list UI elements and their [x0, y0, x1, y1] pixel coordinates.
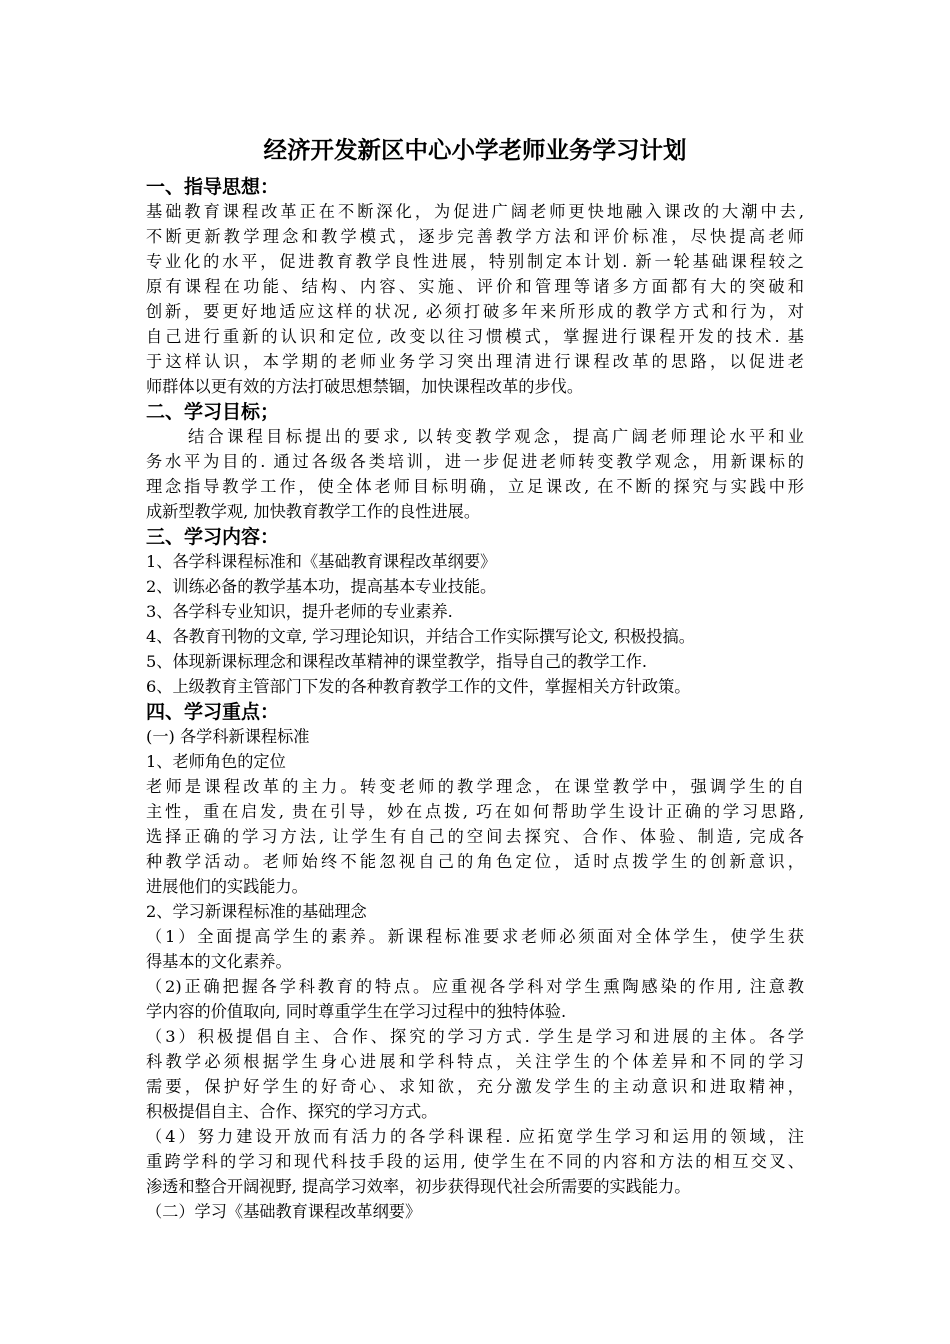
paragraph-line: 种教学活动。老师始终不能忽视自己的角色定位，适时点拨学生的创新意识， — [146, 852, 804, 871]
subheading: 1、老师角色的定位 — [146, 752, 286, 771]
paragraph-line: 成新型教学观, 加快教育教学工作的良性进展。 — [146, 502, 481, 521]
paragraph-line: 创新，要更好地适应这样的状况, 必须打破多年来所形成的教学方式和行为，对 — [146, 302, 804, 321]
section-heading-guiding-thought: 一、指导思想： — [146, 176, 280, 198]
paragraph-line: 需要，保护好学生的好奇心、求知欲，充分激发学生的主动意识和进取精神， — [146, 1077, 804, 1096]
paragraph-line: 进展他们的实践能力。 — [146, 877, 308, 896]
paragraph-line: 积极提倡自主、合作、探究的学习方式。 — [146, 1102, 438, 1121]
paragraph-line: 理念指导教学工作，使全体老师目标明确，立足课改, 在不断的探究与实践中形 — [146, 477, 804, 496]
list-item: 4、各教育刊物的文章, 学习理论知识，并结合工作实际撰写论文, 积极投搞。 — [146, 627, 695, 646]
paragraph-line: （2)正确把握各学科教育的特点。应重视各学科对学生熏陶感染的作用, 注意教 — [146, 977, 804, 996]
subheading: 2、学习新课程标准的基础理念 — [146, 902, 367, 921]
paragraph-line: 专业化的水平，促进教育教学良性进展，特别制定本计划. 新一轮基础课程较之 — [146, 252, 804, 271]
paragraph-line: 于这样认识，本学期的老师业务学习突出理清进行课程改革的思路，以促进老 — [146, 352, 804, 371]
paragraph-line: 渗透和整合开阔视野, 提高学习效率，初步获得现代社会所需要的实践能力。 — [146, 1177, 691, 1196]
paragraph-line: 选择正确的学习方法, 让学生有自己的空间去探究、合作、体验、制造, 完成各 — [146, 827, 804, 846]
paragraph-line: （3）积极提倡自主、合作、探究的学习方式. 学生是学习和进展的主体。各学 — [146, 1027, 804, 1046]
list-item: 2、训练必备的教学基本功，提高基本专业技能。 — [146, 577, 497, 596]
section-heading-learning-focus: 四、学习重点： — [146, 701, 280, 723]
paragraph-line: （4）努力建设开放而有活力的各学科课程. 应拓宽学生学习和运用的领域，注 — [146, 1127, 804, 1146]
paragraph-line: 重跨学科的学习和现代科技手段的运用, 使学生在不同的内容和方法的相互交叉、 — [146, 1152, 804, 1171]
section-heading-learning-content: 三、学习内容： — [146, 526, 280, 548]
paragraph-line: 基础教育课程改革正在不断深化，为促进广阔老师更快地融入课改的大潮中去, — [146, 202, 804, 221]
list-item: 6、上级教育主管部门下发的各种教育教学工作的文件，掌握相关方针政策。 — [146, 677, 691, 696]
paragraph-line: 学内容的价值取向, 同时尊重学生在学习过程中的独特体验. — [146, 1002, 567, 1021]
paragraph-line: 师群体以更有效的方法打破思想禁锢，加快课程改革的步伐。 — [146, 377, 584, 396]
paragraph-line: 自己进行重新的认识和定位, 改变以往习惯模式，掌握进行课程开发的技术. 基 — [146, 327, 804, 346]
paragraph-line: 主性，重在启发, 贵在引导，妙在点拨, 巧在如何帮助学生设计正确的学习思路, — [146, 802, 804, 821]
paragraph-line: 科教学必须根据学生身心进展和学科特点，关注学生的个体差异和不同的学习 — [146, 1052, 804, 1071]
list-item: 1、各学科课程标准和《基础教育课程改革纲要》 — [146, 552, 497, 571]
paragraph-line: 得基本的文化素养。 — [146, 952, 292, 971]
paragraph-line: 务水平为目的. 通过各级各类培训，进一步促进老师转变教学观念，用新课标的 — [146, 452, 804, 471]
list-item: 3、各学科专业知识，提升老师的专业素养. — [146, 602, 453, 621]
subheading: （二）学习《基础教育课程改革纲要》 — [146, 1202, 422, 1221]
section-heading-learning-goals: 二、学习目标； — [146, 401, 280, 423]
paragraph-line: 原有课程在功能、结构、内容、实施、评价和管理等诸多方面都有大的突破和 — [146, 277, 804, 296]
subheading: (一) 各学科新课程标准 — [146, 727, 310, 746]
document-title: 经济开发新区中心小学老师业务学习计划 — [263, 136, 687, 164]
paragraph-line: 结合课程目标提出的要求, 以转变教学观念，提高广阔老师理论水平和业 — [188, 427, 804, 446]
list-item: 5、体现新课标理念和课程改革精神的课堂教学，指导自己的教学工作. — [146, 652, 648, 671]
paragraph-line: 不断更新教学理念和教学模式，逐步完善教学方法和评价标准，尽快提高老师 — [146, 227, 804, 246]
paragraph-line: （1）全面提高学生的素养。新课程标准要求老师必须面对全体学生，使学生获 — [146, 927, 804, 946]
paragraph-line: 老师是课程改革的主力。转变老师的教学理念，在课堂教学中，强调学生的自 — [146, 777, 804, 796]
